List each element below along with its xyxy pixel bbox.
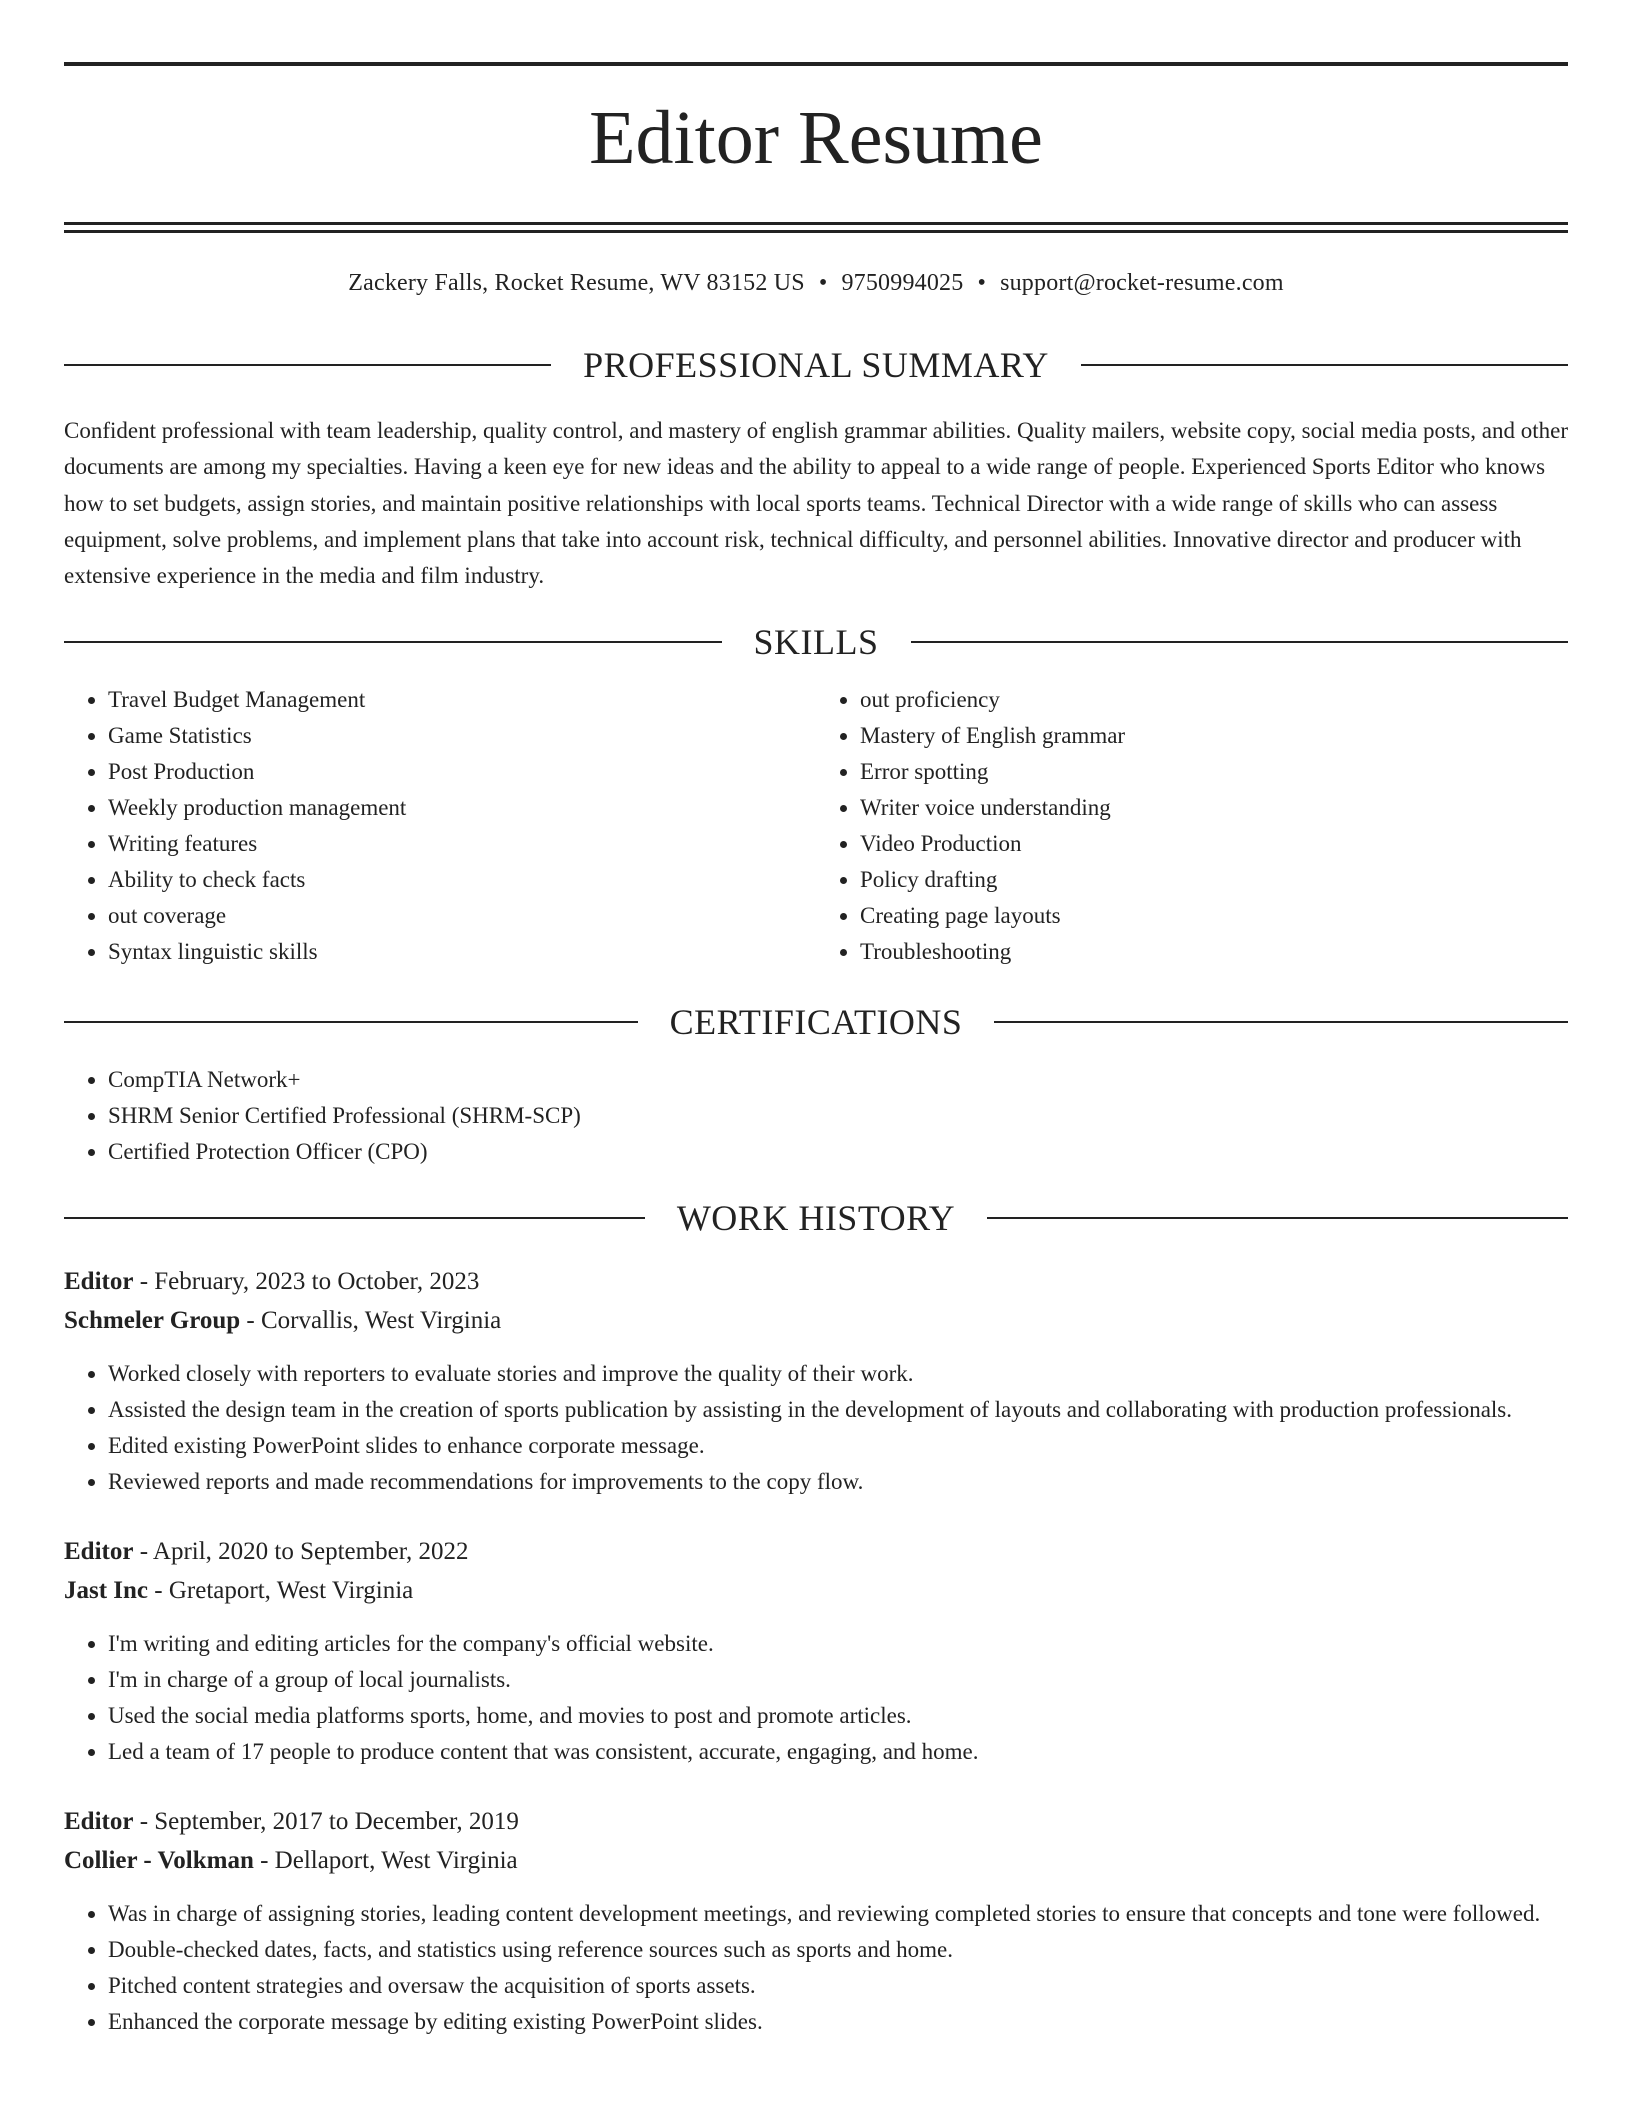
job-title: Editor <box>64 1538 134 1566</box>
job-title-line <box>64 1802 1568 1841</box>
heading-rule <box>911 641 1569 643</box>
job-title-line <box>64 1262 1568 1301</box>
job-entry <box>64 1262 1568 1500</box>
skill-item: • Game Statistics <box>108 718 816 754</box>
heading-rule <box>64 1021 638 1023</box>
job-title: Editor <box>64 1268 134 1296</box>
job-dates: - April, 2020 to September, 2022 <box>133 1538 469 1566</box>
skill-item: • Troubleshooting <box>860 934 1568 970</box>
job-bullet: • Enhanced the corporate message by editing existing PowerPoint slides. <box>108 2004 1568 2040</box>
job-bullets <box>64 1626 1568 1770</box>
contact-address: Zackery Falls, Rocket Resume, WV 83152 US <box>348 270 805 296</box>
skill-item: • Travel Budget Management <box>108 682 816 718</box>
heading-rule <box>1081 364 1568 366</box>
skill-item: • Policy drafting <box>860 862 1568 898</box>
skills-list-left <box>64 682 816 970</box>
job-bullet: • Led a team of 17 people to produce content that was consistent, accurate, engaging, and home. <box>108 1734 1568 1770</box>
job-bullet: • Worked closely with reporters to evaluate stories and improve the quality of their work. <box>108 1356 1568 1392</box>
heading-rule <box>64 1217 645 1219</box>
skill-item: • Writer voice understanding <box>860 790 1568 826</box>
certifications-heading <box>64 1002 1568 1043</box>
certifications-title: CERTIFICATIONS <box>669 1002 963 1043</box>
resume-title: Editor Resume <box>589 96 1043 180</box>
top-rule <box>64 62 1568 66</box>
summary-heading <box>64 347 1568 383</box>
job-dates: - September, 2017 to December, 2019 <box>133 1808 519 1836</box>
job-company: Jast Inc <box>64 1577 149 1605</box>
skill-item: • out coverage <box>108 898 816 934</box>
job-bullet: • I'm writing and editing articles for the company's official website. <box>108 1626 1568 1662</box>
skill-item: • Error spotting <box>860 754 1568 790</box>
job-bullets <box>64 1896 1568 2040</box>
job-company: Collier - Volkman <box>64 1847 254 1875</box>
job-entry <box>64 1532 1568 1770</box>
contact-line <box>64 265 1568 301</box>
job-title: Editor <box>64 1808 134 1836</box>
skill-item: • Weekly production management <box>108 790 816 826</box>
certification-item: • CompTIA Network+ <box>108 1062 1568 1098</box>
skills-title: SKILLS <box>753 622 879 663</box>
job-company-line <box>64 1301 1568 1340</box>
job-location: - Gretaport, West Virginia <box>148 1577 414 1605</box>
job-bullet: • Edited existing PowerPoint slides to enhance corporate message. <box>108 1428 1568 1464</box>
job-entry <box>64 1802 1568 2040</box>
job-title-line <box>64 1532 1568 1571</box>
skill-item: • Creating page layouts <box>860 898 1568 934</box>
skill-item: • Video Production <box>860 826 1568 862</box>
work-heading <box>64 1198 1568 1239</box>
skills-heading <box>64 622 1568 663</box>
job-bullet: • Was in charge of assigning stories, leading content development meetings, and reviewing completed stories to ensure that concepts and tone were followed. <box>108 1896 1568 1932</box>
job-location: - Dellaport, West Virginia <box>253 1847 518 1875</box>
contact-phone: 9750994025 <box>841 270 964 296</box>
heading-rule <box>987 1217 1568 1219</box>
contact-separator: • <box>818 270 828 296</box>
heading-rule <box>64 641 722 643</box>
skill-item: • Post Production <box>108 754 816 790</box>
job-bullets <box>64 1356 1568 1500</box>
skill-item: • Syntax linguistic skills <box>108 934 816 970</box>
contact-separator: • <box>977 270 987 296</box>
certifications-list <box>64 1062 1568 1170</box>
certification-item: • SHRM Senior Certified Professional (SHRM-SCP) <box>108 1098 1568 1134</box>
heading-rule <box>994 1021 1568 1023</box>
skills-grid <box>64 682 1568 970</box>
skill-item: • Writing features <box>108 826 816 862</box>
job-bullet: • Used the social media platforms sports, home, and movies to post and promote articles. <box>108 1698 1568 1734</box>
job-company-line <box>64 1841 1568 1880</box>
skill-item: • Mastery of English grammar <box>860 718 1568 754</box>
summary-title: PROFESSIONAL SUMMARY <box>583 345 1049 385</box>
heading-rule <box>64 364 551 366</box>
job-bullet: • Pitched content strategies and oversaw the acquisition of sports assets. <box>108 1968 1568 2004</box>
certification-item: • Certified Protection Officer (CPO) <box>108 1134 1568 1170</box>
job-company: Schmeler Group <box>64 1307 241 1335</box>
job-location: - Corvallis, West Virginia <box>240 1307 502 1335</box>
contact-email: support@rocket-resume.com <box>1000 270 1284 296</box>
summary-text: Confident professional with team leadership, quality control, and mastery of english grammar abilities. Quality mailers, website copy, social media posts, and other documents are among my specialties. Having a keen eye for new ideas and the ability to appeal to a wide range of people. Experienced Sports Editor who knows how to set budgets, assign stories, and maintain positive relationships with local sports teams. Technical Director with a wide range of skills who can assess equipment, solve problems, and implement plans that take into account risk, technical difficulty, and personnel abilities. Innovative director and producer with extensive experience in the media and film industry. <box>64 418 1568 589</box>
work-title: WORK HISTORY <box>676 1198 956 1239</box>
job-bullet: • Double-checked dates, facts, and statistics using reference sources such as sports and home. <box>108 1932 1568 1968</box>
job-bullet: • Reviewed reports and made recommendations for improvements to the copy flow. <box>108 1464 1568 1500</box>
double-rule <box>64 222 1568 233</box>
job-dates: - February, 2023 to October, 2023 <box>133 1268 480 1296</box>
skill-item: • Ability to check facts <box>108 862 816 898</box>
job-bullet: • Assisted the design team in the creation of sports publication by assisting in the development of layouts and collaborating with production professionals. <box>108 1392 1568 1428</box>
job-company-line <box>64 1571 1568 1610</box>
job-bullet: • I'm in charge of a group of local journalists. <box>108 1662 1568 1698</box>
skills-list-right <box>816 682 1568 970</box>
skill-item: • out proficiency <box>860 682 1568 718</box>
